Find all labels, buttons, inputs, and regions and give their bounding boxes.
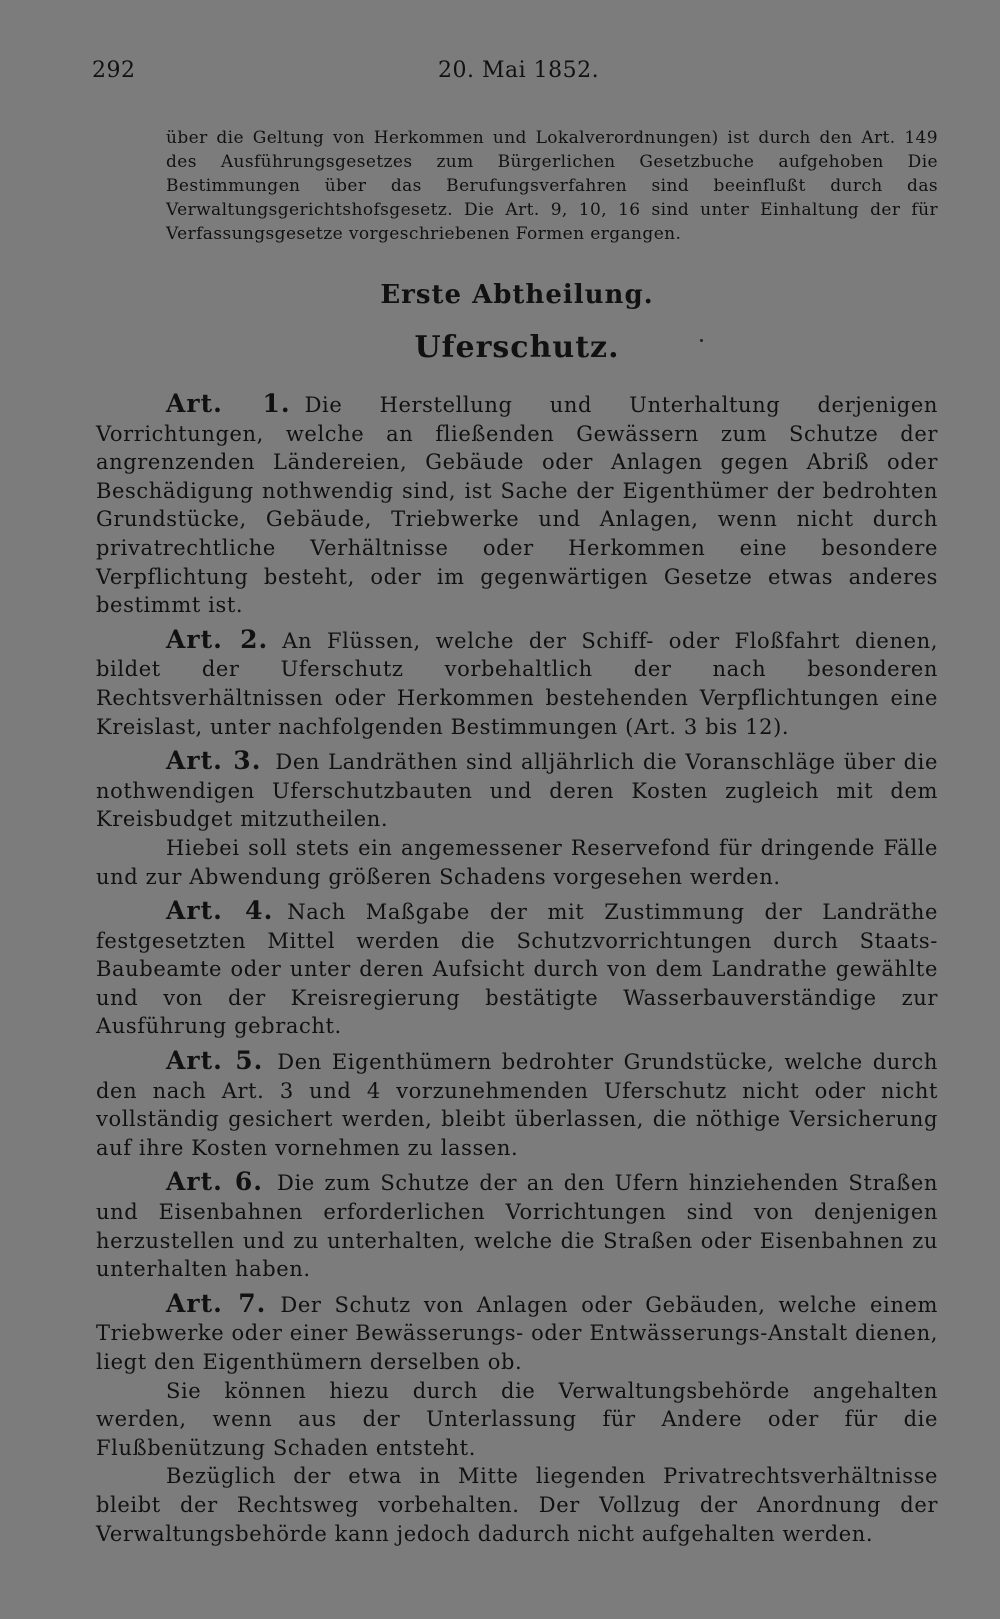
article-1 — [96, 390, 938, 620]
article-text: Sie können hiezu durch die Verwaltungsbehörde angehalten werden, wenn aus der Unterlassung für Andere oder für die Flußbenützung Schaden entsteht. — [96, 1378, 938, 1460]
running-head — [92, 58, 938, 98]
article-label: Art. 1. — [166, 389, 291, 418]
article-text: Bezüglich der etwa in Mitte liegenden Privatrechtsverhältnisse bleibt der Rechtsweg vorbehalten. Der Vollzug der Anordnung der Verwaltungsbehörde kann jedoch dadurch nicht aufgehalten werden. — [96, 1464, 938, 1546]
article-label: Art. 5. — [166, 1046, 264, 1076]
print-speck — [700, 339, 703, 342]
article-4 — [96, 897, 938, 1041]
article-text: Hiebei soll stets ein angemessener Reservefond für dringende Fälle und zur Abwendung größeren Schadens vorgesehen werden. — [96, 835, 938, 889]
article-5 — [96, 1047, 938, 1162]
section-title: Erste Abtheilung. — [380, 280, 654, 310]
article-2 — [96, 626, 938, 741]
article-label: Art. 7. — [166, 1288, 267, 1318]
article-label: Art. 3. — [166, 746, 262, 776]
article-text: An Flüssen, welche der Schiff- oder Floßfahrt dienen, bildet der Uferschutz vorbehaltlich der nach besonderen Rechtsverhältnissen oder Herkommen bestehenden Verpflichtungen eine Kreislast, unter nachfolgenden Bestimmungen (Art. 3 bis 12). — [96, 628, 939, 739]
section-subtitle: Uferschutz. — [414, 330, 620, 365]
article-6 — [96, 1168, 938, 1283]
page-date: 20. Mai 1852. — [438, 58, 600, 83]
intro-paragraph: über die Geltung von Herkommen und Lokalverordnungen) ist durch den Art. 149 des Ausführungsgesetzes zum Bürgerlichen Gesetzbuche aufgehoben Die Bestimmungen über das Berufungsverfahren sind beeinflußt durch das Verwaltungsgerichtshofsgesetz. Die Art. 9, 10, 16 sind unter Einhaltung der für Verfassungsgesetze vorgeschriebenen Formen ergangen. — [166, 128, 938, 244]
intro-note — [96, 126, 938, 246]
article-text: Der Schutz von Anlagen oder Gebäuden, welche einem Triebwerke oder einer Bewässerungs- oder Entwässerungs-Anstalt dienen, liegt den Eigenthümern derselben ob. — [96, 1292, 938, 1374]
document-page — [92, 58, 939, 1554]
article-text: Die Herstellung und Unterhaltung derjenigen Vorrichtungen, welche an fließenden Gewässern zum Schutze der angrenzenden Ländereien, Gebäude oder Anlagen gegen Abriß oder Beschädigung nothwendig sind, ist Sache der Eigenthümer der bedrohten Grundstücke, Gebäude, Triebwerke und Anlagen, wenn nicht durch privatrechtliche Verhältnisse oder Herkommen eine besondere Verpflichtung besteht, oder im gegenwärtigen Gesetze etwas anderes bestimmt ist. — [96, 393, 938, 618]
article-text: Nach Maßgabe der mit Zustimmung der Landräthe festgesetzten Mittel werden die Schutzvorrichtungen durch Staats-Baubeamte oder unter deren Aufsicht durch von dem Landrathe gewählte und von der Kreisregierung bestätigte Wasserbauverständige zur Ausführung gebracht. — [96, 900, 938, 1039]
article-text: Den Eigenthümern bedrohter Grundstücke, welche durch den nach Art. 3 und 4 vorzunehmenden Uferschutz nicht oder nicht vollständig gesichert werden, bleibt überlassen, die nöthige Versicherung auf ihre Kosten vornehmen zu lassen. — [96, 1050, 939, 1160]
article-text: Die zum Schutze der an den Ufern hinziehenden Straßen und Eisenbahnen erforderlichen Vorrichtungen sind von denjenigen herzustellen und zu unterhalten, welche die Straßen oder Eisenbahnen zu unterhalten haben. — [96, 1171, 938, 1282]
articles-list — [96, 390, 938, 1548]
article-label: Art. 6. — [166, 1167, 264, 1197]
page-number: 292 — [92, 58, 136, 83]
article-7 — [96, 1290, 938, 1548]
article-label: Art. 2. — [166, 624, 269, 654]
article-3 — [96, 747, 938, 891]
article-text: Den Landräthen sind alljährlich die Voranschläge über die nothwendigen Uferschutzbauten und deren Kosten zugleich mit dem Kreisbudget mitzutheilen. — [96, 750, 939, 832]
article-label: Art. 4. — [166, 896, 274, 926]
